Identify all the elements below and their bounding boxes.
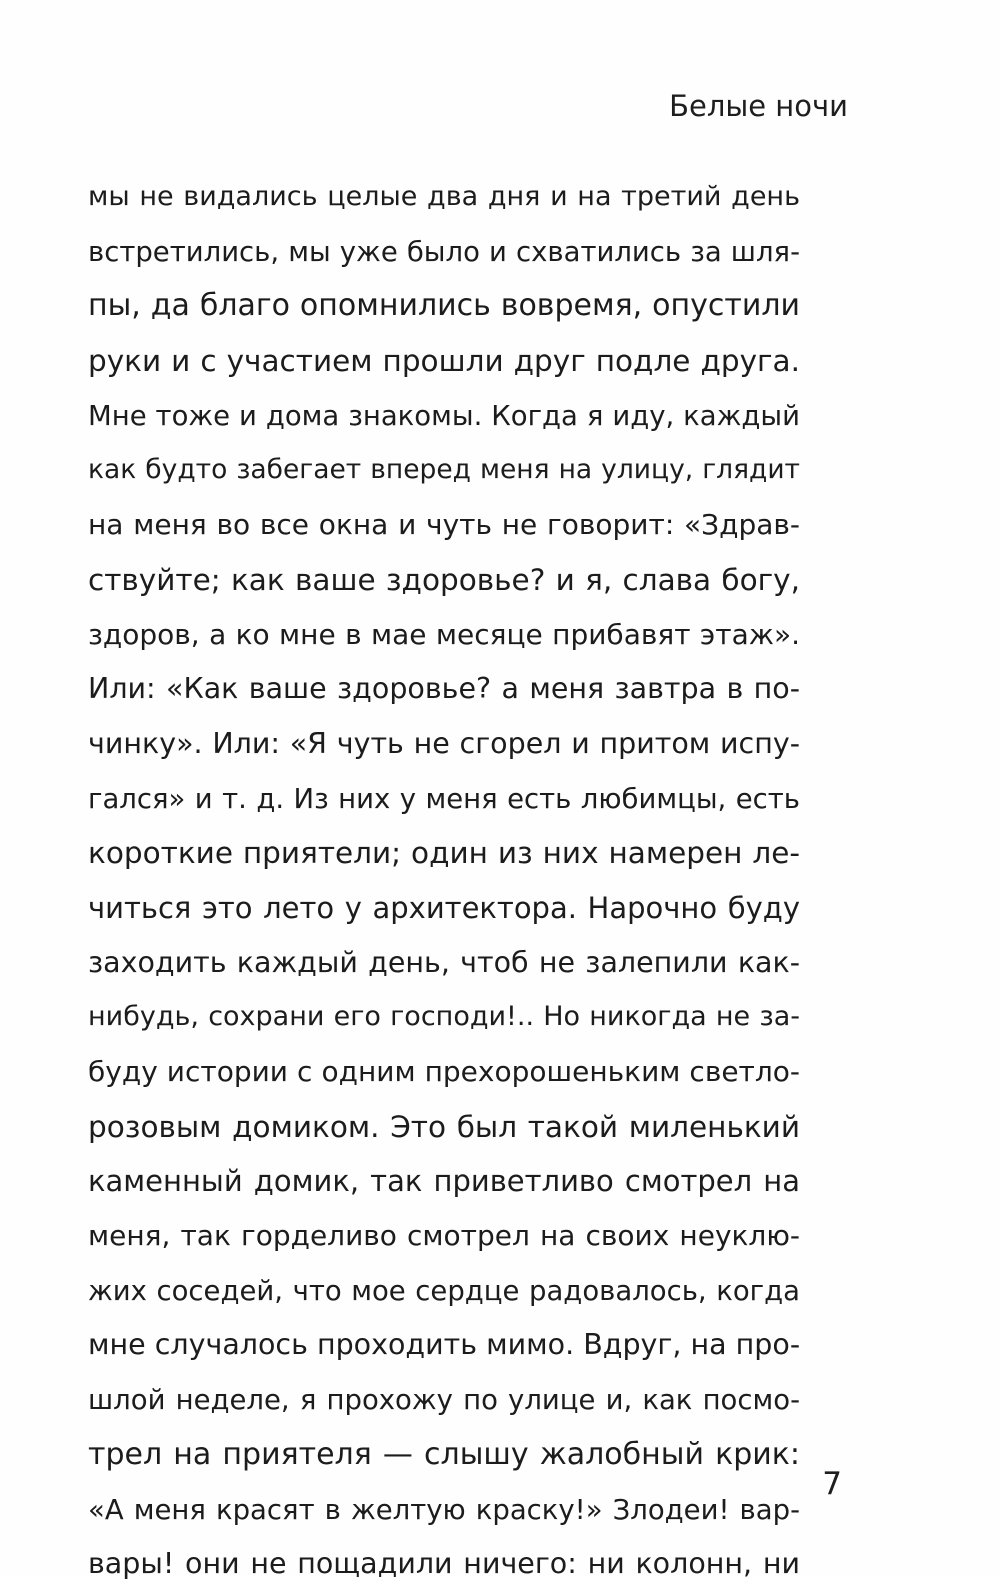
text-line: нибудь, сохрани его господи!.. Но никогда не за-	[88, 1001, 800, 1033]
text-line: розовым домиком. Это был такой миленький	[88, 1109, 800, 1144]
text-line: здоров, а ко мне в мае месяце прибавят этаж».	[88, 617, 800, 651]
text-line: чинку». Или: «Я чуть не сгорел и притом испу-	[88, 726, 800, 760]
running-header-title: Белые ночи	[669, 89, 848, 123]
text-line: вары! они не пощадили ничего: ни колонн, ни	[88, 1547, 800, 1581]
text-line: руки и с участием прошли друг подле друга.	[88, 344, 800, 379]
text-line: пы, да благо опомнились вовремя, опустили	[88, 288, 800, 324]
text-line: Или: «Как ваше здоровье? а меня завтра в по-	[88, 672, 800, 706]
body-text	[88, 170, 800, 1592]
text-line: читься это лето у архитектора. Нарочно буду	[88, 890, 800, 925]
text-line: «А меня красят в желтую краску!» Злодеи! вар-	[88, 1493, 800, 1526]
text-line: меня, так горделиво смотрел на своих неуклю-	[88, 1219, 800, 1253]
text-line: мы не видались целые два дня и на третий день	[88, 181, 800, 212]
text-line: трел на приятеля — слышу жалобный крик:	[88, 1436, 800, 1472]
text-line: как будто забегает вперед меня на улицу, глядит	[88, 454, 800, 486]
text-line: встретились, мы уже было и схватились за шля-	[88, 235, 800, 268]
text-line: ствуйте; как ваше здоровье? и я, слава богу,	[88, 562, 800, 597]
text-line: каменный домик, так приветливо смотрел на	[88, 1164, 800, 1199]
text-line: Мне тоже и дома знакомы. Когда я иду, каждый	[88, 399, 800, 432]
text-line: буду истории с одним прехорошеньким светло-	[88, 1055, 800, 1088]
text-line: на меня во все окна и чуть не говорит: «Здрав-	[88, 508, 800, 542]
text-line: шлой неделе, я прохожу по улице и, как посмо-	[88, 1384, 800, 1417]
text-line: мне случалось проходить мимо. Вдруг, на про-	[88, 1328, 801, 1362]
text-line: жих соседей, что мое сердце радовалось, когда	[88, 1274, 800, 1307]
text-line: гался» и т. д. Из них у меня есть любимцы, есть	[88, 782, 800, 815]
text-line: заходить каждый день, чтоб не залепили как-	[88, 945, 800, 979]
page-number: 7	[822, 1466, 842, 1502]
text-line: короткие приятели; один из них намерен ле-	[88, 836, 800, 871]
